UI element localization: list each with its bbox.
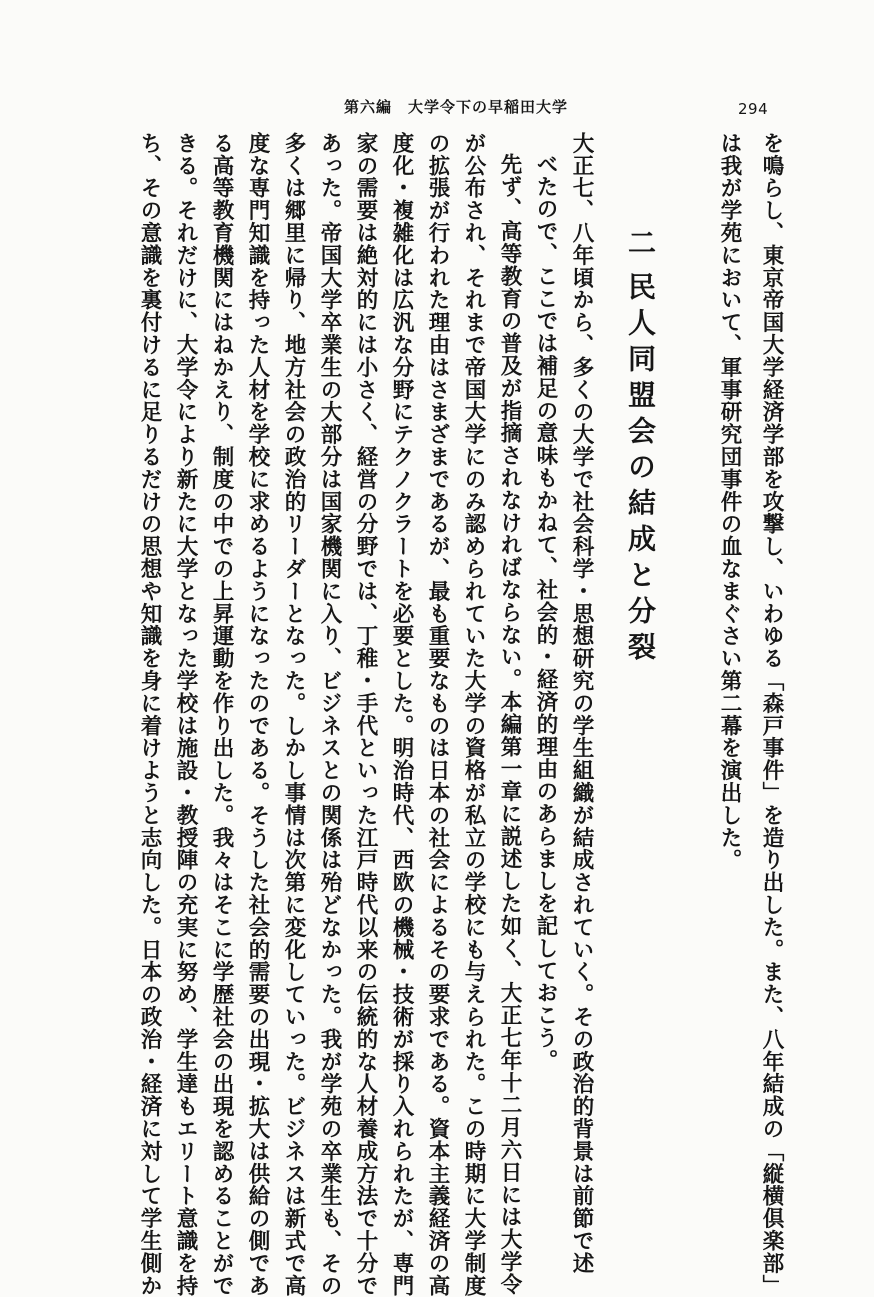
- page-number: 294: [738, 100, 769, 118]
- text-column: 度な専門知識を持った人材を学校に求めるようになったのである。そうした社会的需要の出現・拡大は供給の側であ: [245, 132, 270, 1297]
- text-column: 多くは郷里に帰り、地方社会の政治的リーダーとなった。しかし事情は次第に変化していった。ビジネスは新式で高: [281, 132, 306, 1297]
- text-column: の拡張が行われた理由はさまざまであるが、最も重要なものは日本の社会によるその要求である。資本主義経済の高: [425, 132, 450, 1297]
- text-column: あった。帝国大学卒業生の大部分は国家機関に入り、ビジネスとの関係は殆どなかった。我が学苑の卒業生も、その: [317, 132, 342, 1297]
- text-column: は我が学苑において、軍事研究団事件の血なまぐさい第二幕を演出した。: [717, 132, 742, 872]
- text-column: ち、その意識を裏付けるに足りるだけの思想や知識を身に着けようと志向した。日本の政治・経済に対して学生側か: [137, 132, 162, 1297]
- text-column: が公布され、それまで帝国大学にのみ認められていた大学の資格が私立の学校にも与えられた。この時期に大学制度: [461, 132, 486, 1297]
- text-column: を鳴らし、東京帝国大学経済学部を攻撃し、いわゆる「森戸事件」を造り出した。また、八年結成の「縦横倶楽部」: [759, 132, 784, 1297]
- text-column: 大正七、八年頃から、多くの大学で社会科学・思想研究の学生組織が結成されていく。その政治的背景は前節で述: [569, 132, 594, 1275]
- text-column: 先ず、高等教育の普及が指摘されなければならない。本編第一章に説述した如く、大正七年十二月六日には大学令: [497, 153, 522, 1296]
- running-head-title: 第六編 大学令下の早稲田大学: [344, 98, 569, 116]
- text-column: る高等教育機関にはねかえり、制度の中での上昇運動を作り出した。我々はそこに学歴社会の出現を認めることがで: [209, 132, 234, 1297]
- text-column: 家の需要は絶対的には小さく、経営の分野では、丁稚・手代といった江戸時代以来の伝統的な人材養成方法で十分で: [353, 132, 378, 1297]
- section-title: 民人同盟会の結成と分裂: [624, 272, 657, 668]
- text-column: 度化・複雑化は広汎な分野にテクノクラートを必要とした。明治時代、西欧の機械・技術が採り入れられたが、専門: [389, 132, 414, 1297]
- section-heading: [620, 228, 660, 668]
- text-column: べたので、ここでは補足の意味もかねて、社会的・経済的理由のあらましを記しておこう。: [533, 153, 558, 1072]
- section-number: 二: [624, 228, 657, 258]
- text-column: きる。それだけに、大学令により新たに大学となった学校は施設・教授陣の充実に努め、学生達もエリート意識を持: [173, 132, 198, 1297]
